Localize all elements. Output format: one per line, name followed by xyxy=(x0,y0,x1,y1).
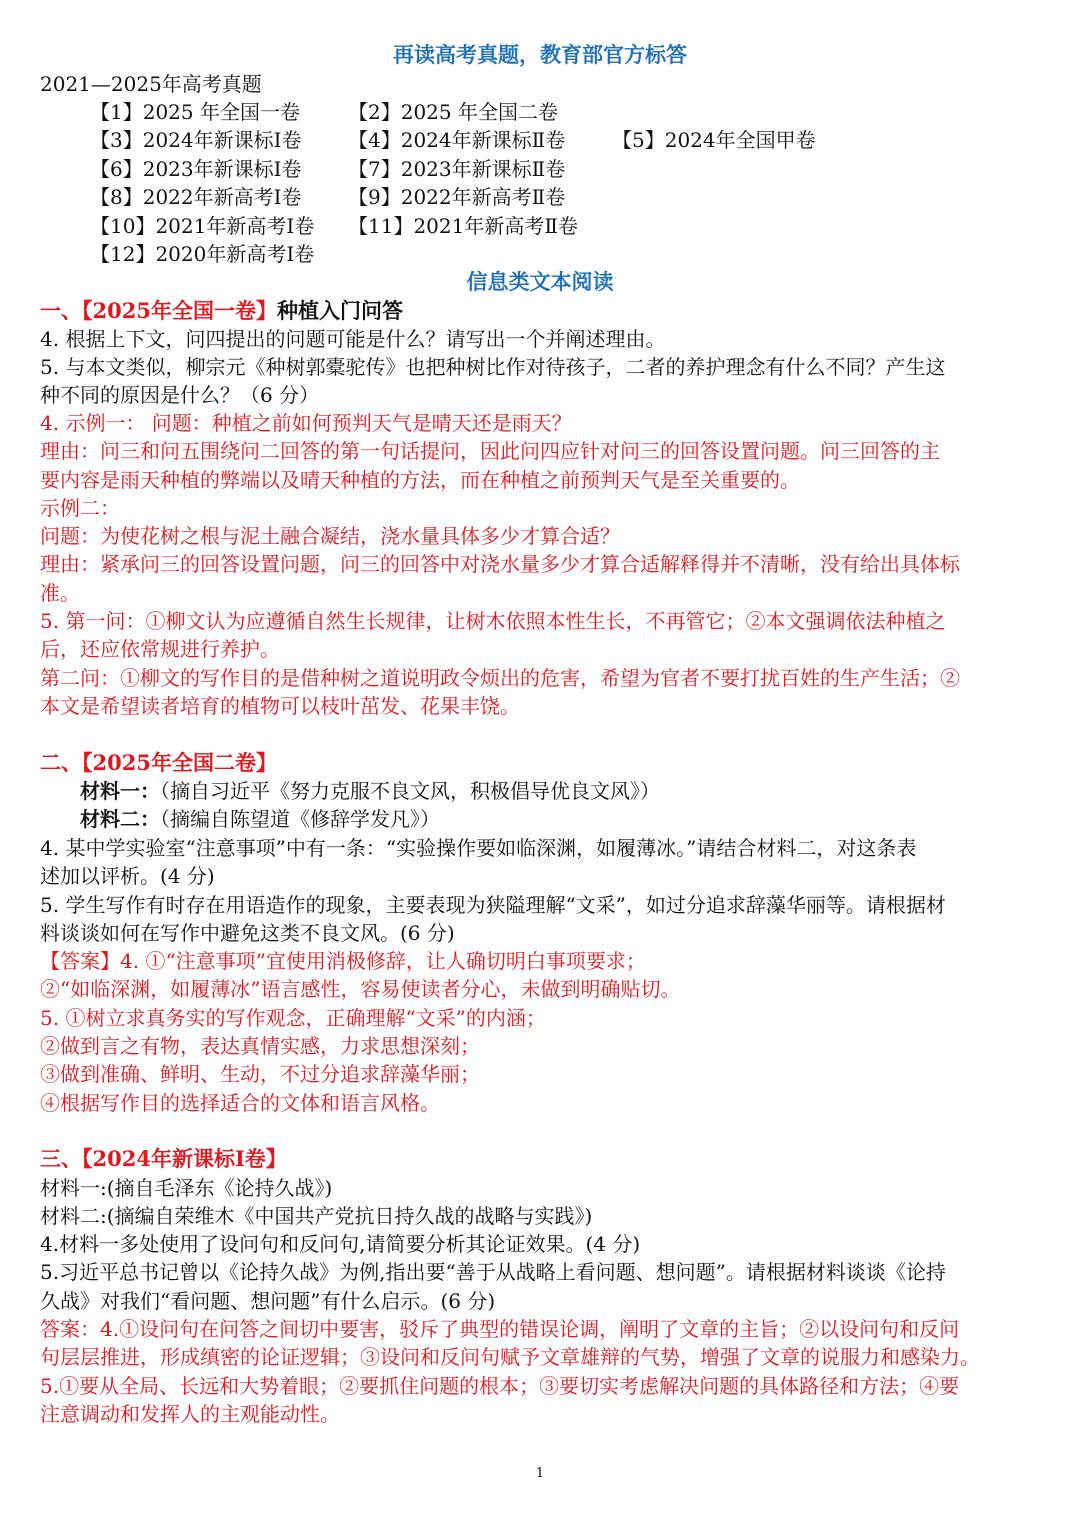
s1-answer-line6: 理由：紧承问三的回答设置问题，问三的回答中对浇水量多少才算合适解释得并不清晰，没有给出具体标 xyxy=(40,552,960,576)
s2-material-2-text: （摘编自陈望道《修辞学发凡》） xyxy=(160,807,440,831)
s2-answer-line1: 【答案】4. ①“注意事项”宜使用消极修辞，让人确切明白事项要求； xyxy=(40,949,646,973)
s1-answer-line10: 第二问：①柳文的写作目的是借种树之道说明政令烦出的危害，希望为官者不要打扰百姓的生产生活；② xyxy=(40,666,960,690)
s2-question-4-line1: 4. 某中学实验室“注意事项”中有一条：“实验操作要如临深渊，如履薄冰。”请结合材料二，对这条表 xyxy=(40,836,917,860)
toc-item-11[interactable]: 【11】2021年新高考Ⅱ卷 xyxy=(348,214,578,238)
toc-item-12[interactable]: 【12】2020年新高考Ⅰ卷 xyxy=(90,242,315,266)
s2-answer-line5: ③做到准确、鲜明、生动，不过分追求辞藻华丽； xyxy=(40,1062,480,1086)
section-3-prefix: 三、 xyxy=(40,1146,82,1171)
s2-answer-line2: ②“如临深渊，如履薄冰”语言感性，容易使读者分心，未做到明确贴切。 xyxy=(40,977,681,1001)
section-2-prefix: 二、 xyxy=(40,750,82,775)
s1-question-5-line1: 5. 与本文类似，柳宗元《种树郭橐驼传》也把种树比作对待孩子，二者的养护理念有什么不同？产生这 xyxy=(40,355,946,379)
s1-question-4: 4. 根据上下文，问四提出的问题可能是什么？请写出一个并阐述理由。 xyxy=(40,327,666,351)
page-number: 1 xyxy=(535,1466,545,1481)
s2-material-2-label: 材料二： xyxy=(80,807,160,831)
toc-item-2[interactable]: 【2】2025 年全国二卷 xyxy=(348,100,558,124)
range-heading: 2021—2025年高考真题 xyxy=(40,72,262,96)
s3-answer-line2: 句层层推进，形成缜密的论证逻辑；③设问和反问句赋予文章雄辩的气势，增强了文章的说服力和感染力。 xyxy=(40,1345,980,1369)
s1-answer-line5: 问题：为使花树之根与泥土融合凝结，浇水量具体多少才算合适？ xyxy=(40,524,620,548)
s2-material-1-label: 材料一： xyxy=(80,779,160,803)
s2-material-1 xyxy=(80,777,1044,805)
section-1-heading xyxy=(40,297,1044,325)
toc-item-5[interactable]: 【5】2024年全国甲卷 xyxy=(612,128,816,152)
section-2-tag: 【2025年全国二卷】 xyxy=(82,750,277,775)
toc-item-9[interactable]: 【9】2022年新高考Ⅱ卷 xyxy=(348,185,566,209)
page-title: 再读高考真题，教育部官方标答 xyxy=(393,42,687,67)
section-1-tag: 【2025年全国一卷】 xyxy=(82,298,277,323)
section-3-tag: 【2024年新课标Ⅰ卷】 xyxy=(82,1146,287,1171)
s3-question-4: 4.材料一多处使用了设问句和反问句,请简要分析其论证效果。(4 分) xyxy=(40,1232,641,1256)
section-1-prefix: 一、 xyxy=(40,298,82,323)
s2-question-5-line1: 5. 学生写作有时存在用语造作的现象，主要表现为狭隘理解“文采”，如过分追求辞藻华丽等。请根据材 xyxy=(40,893,946,917)
s2-answer-line3: 5. ①树立求真务实的写作观念，正确理解“文采”的内涵； xyxy=(40,1006,546,1030)
s1-answer-line7: 准。 xyxy=(40,581,80,605)
section-3-heading xyxy=(40,1145,1044,1173)
s3-question-5-line2: 久战》对我们“看问题、想问题”有什么启示。(6 分) xyxy=(40,1289,496,1313)
s1-answer-line9: 后，还应依常规进行养护。 xyxy=(40,637,280,661)
s2-material-1-text: （摘自习近平《努力克服不良文风，积极倡导优良文风》） xyxy=(160,779,660,803)
s1-answer-line8: 5. 第一问：①柳文认为应遵循自然生长规律，让树木依照本性生长，不再管它；②本文强调依法种植之 xyxy=(40,609,946,633)
toc-item-8[interactable]: 【8】2022年新高考Ⅰ卷 xyxy=(90,185,302,209)
s3-material-2: 材料二:(摘编自荣维木《中国共产党抗日持久战的战略与实践》) xyxy=(40,1204,593,1228)
s3-answer-line3: 5.①要从全局、长远和大势着眼；②要抓住问题的根本；③要切实考虑解决问题的具体路径和方法；④要 xyxy=(40,1374,960,1398)
toc-item-4[interactable]: 【4】2024年新课标Ⅱ卷 xyxy=(348,128,566,152)
s1-answer-line4: 示例二： xyxy=(40,496,120,520)
s1-answer-line2: 理由：问三和问五围绕问二回答的第一句话提问，因此问四应针对问三的回答设置问题。问三回答的主 xyxy=(40,439,940,463)
s1-question-5-line2: 种不同的原因是什么？（6 分） xyxy=(40,383,320,407)
section-title: 信息类文本阅读 xyxy=(466,269,614,294)
s1-answer-line3: 要内容是雨天种植的弊端以及晴天种植的方法，而在种植之前预判天气是至关重要的。 xyxy=(40,468,800,492)
s2-material-2 xyxy=(80,805,1044,833)
s2-question-5-line2: 料谈谈如何在写作中避免这类不良文风。(6 分) xyxy=(40,921,455,945)
s2-answer-line4: ②做到言之有物，表达真情实感，力求思想深刻； xyxy=(40,1034,480,1058)
s2-answer-line6: ④根据写作目的选择适合的文体和语言风格。 xyxy=(40,1091,440,1115)
section-2-heading xyxy=(40,749,1044,777)
s1-answer-line1: 4. 示例一： 问题：种植之前如何预判天气是晴天还是雨天？ xyxy=(40,411,572,435)
s3-answer-line1: 答案：4.①设问句在问答之间切中要害，驳斥了典型的错误论调，阐明了文章的主旨；②以设问句和反问 xyxy=(40,1317,960,1341)
toc-item-7[interactable]: 【7】2023年新课标Ⅱ卷 xyxy=(348,157,566,181)
s1-answer-line11: 本文是希望读者培育的植物可以枝叶茁发、花果丰饶。 xyxy=(40,694,520,718)
section-1-title: 种植入门问答 xyxy=(276,298,403,323)
s2-question-4-line2: 述加以评析。(4 分) xyxy=(40,864,215,888)
s3-material-1: 材料一:(摘自毛泽东《论持久战》) xyxy=(40,1176,333,1200)
toc-item-6[interactable]: 【6】2023年新课标Ⅰ卷 xyxy=(90,157,302,181)
toc-item-10[interactable]: 【10】2021年新高考Ⅰ卷 xyxy=(90,214,315,238)
s3-answer-line4: 注意调动和发挥人的主观能动性。 xyxy=(40,1402,340,1426)
toc-item-1[interactable]: 【1】2025 年全国一卷 xyxy=(90,100,300,124)
toc-item-3[interactable]: 【3】2024年新课标Ⅰ卷 xyxy=(90,128,302,152)
s3-question-5-line1: 5.习近平总书记曾以《论持久战》为例,指出要“善于从战略上看问题、想问题”。请根据材料谈谈《论持 xyxy=(40,1260,946,1284)
